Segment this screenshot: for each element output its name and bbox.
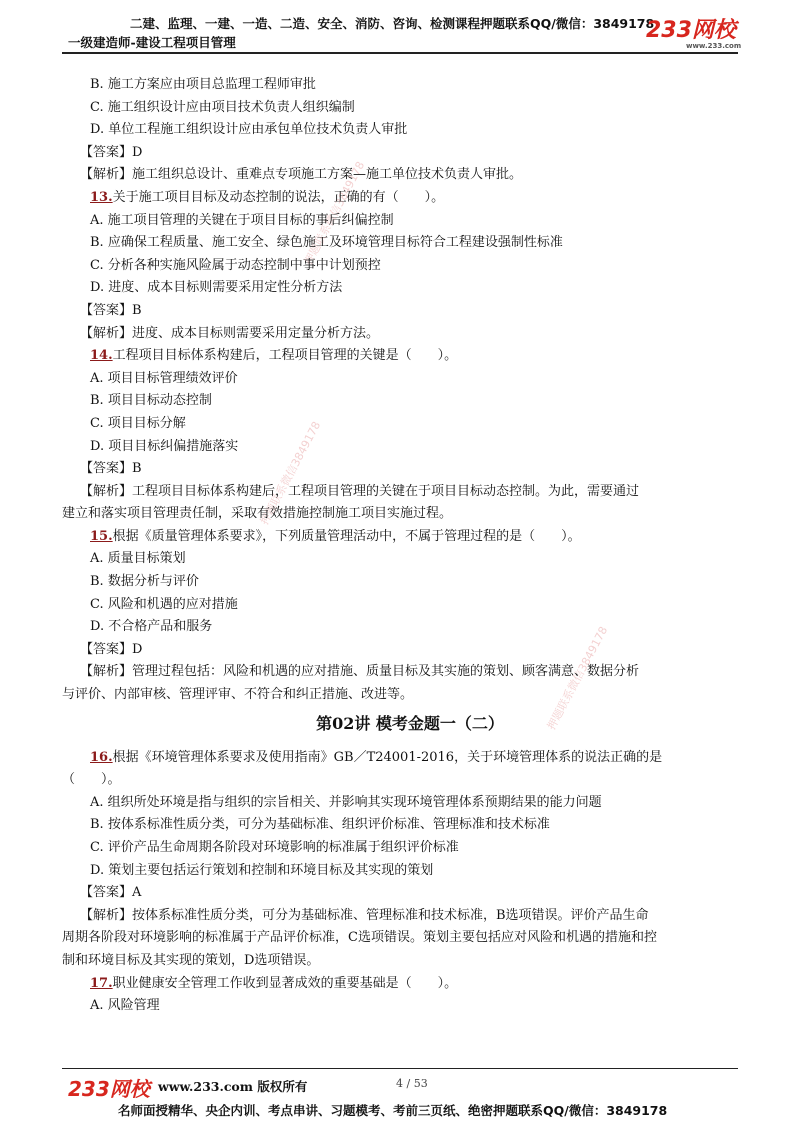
answer-option	[62, 390, 738, 413]
line-text: A. 组织所处环境是指与组织的宗旨相关、并影响其实现环境管理体系预期结果的能力问题	[90, 794, 602, 810]
line-text: C. 项目目标分解	[90, 415, 186, 431]
line-text: 【解析】施工组织总设计、重难点专项施工方案—施工单位技术负责人审批。	[80, 167, 523, 183]
footer-page-number: 4 / 53	[396, 1077, 428, 1090]
question-stem	[62, 747, 738, 770]
line-text: 根据《质量管理体系要求》，下列质量管理活动中，不属于管理过程的是（ ）。	[112, 528, 581, 544]
answer-option	[62, 119, 738, 142]
answer-option	[62, 97, 738, 120]
analysis-text	[62, 905, 738, 928]
line-text: D. 进度、成本目标则需要采用定性分析方法	[90, 280, 343, 296]
line-text: C. 施工组织设计应由项目技术负责人组织编制	[90, 99, 355, 115]
line-text: D. 单位工程施工组织设计应由承包单位技术负责人审批	[90, 122, 408, 138]
line-text: 与评价、内部审核、管理评审、不符合和纠正措施、改进等。	[62, 687, 414, 703]
line-text: 根据《环境管理体系要求及使用指南》GB／T24001-2016，关于环境管理体系的说法正确的是	[112, 749, 663, 765]
header-course-title: 一级建造师-建设工程项目管理	[68, 35, 236, 50]
line-text: C. 分析各种实施风险属于动态控制中事中计划预控	[90, 257, 381, 273]
watermark-1: 押题联系微信3849178	[257, 419, 324, 528]
line-text: 【答案】B	[80, 461, 142, 477]
line-text: 工程项目目标体系构建后，工程项目管理的关键是（ ）。	[112, 348, 458, 364]
text-line	[62, 927, 738, 950]
footer-promo: 名师面授精华、央企内训、考点串讲、习题模考、考前三页纸、绝密押题联系QQ/微信：3849178	[118, 1103, 668, 1118]
line-text: B. 按体系标准性质分类，可分为基础标准、组织评价标准、管理标准和技术标准	[90, 817, 550, 833]
question-number: 15.	[90, 528, 113, 544]
analysis-text	[62, 661, 738, 684]
question-stem	[62, 526, 738, 549]
answer-option	[62, 571, 738, 594]
line-text: 周期各阶段对环境影响的标准属于产品评价标准，C选项错误。策划主要包括应对风险和机遇的措施和控	[62, 930, 657, 946]
line-text: A. 施工项目管理的关键在于项目目标的事后纠偏控制	[90, 212, 394, 228]
answer-key	[62, 882, 738, 905]
line-text: C. 风险和机遇的应对措施	[90, 596, 238, 612]
question-number: 14.	[90, 348, 113, 364]
footer-rule	[62, 1068, 738, 1069]
brand-logo	[646, 18, 742, 50]
line-text: 第02讲 模考金题一（二）	[316, 713, 504, 733]
footer-logo: 233网校	[68, 1077, 150, 1101]
answer-key	[62, 458, 738, 481]
section-heading	[62, 707, 738, 741]
line-text: 制和环境目标及其实现的策划，D选项错误。	[62, 952, 320, 968]
answer-option	[62, 548, 738, 571]
line-text: 【答案】D	[80, 144, 143, 160]
answer-option	[62, 255, 738, 278]
line-text: 关于施工项目目标及动态控制的说法，正确的有（ ）。	[112, 189, 445, 205]
line-text: 建立和落实项目管理责任制，采取有效措施控制施工项目实施过程。	[62, 506, 453, 522]
line-text: B. 应确保工程质量、施工安全、绿色施工及环境管理目标符合工程建设强制性标准	[90, 235, 563, 251]
answer-key	[62, 639, 738, 662]
question-number: 16.	[90, 749, 113, 765]
answer-option	[62, 616, 738, 639]
text-line	[62, 769, 738, 792]
answer-option	[62, 413, 738, 436]
question-number: 17.	[90, 975, 113, 991]
line-text: 【解析】工程项目目标体系构建后，工程项目管理的关键在于项目目标动态控制。为此，需要通过	[80, 483, 640, 499]
question-stem	[62, 345, 738, 368]
line-text: B. 数据分析与评价	[90, 574, 199, 590]
question-stem	[62, 973, 738, 996]
analysis-text	[62, 323, 738, 346]
answer-option	[62, 995, 738, 1018]
line-text: D. 项目目标纠偏措施落实	[90, 438, 239, 454]
answer-key	[62, 142, 738, 165]
line-text: A. 风险管理	[90, 998, 160, 1014]
answer-option	[62, 814, 738, 837]
analysis-text	[62, 481, 738, 504]
brand-logo-text: 233网校	[646, 18, 736, 43]
line-text: A. 项目目标管理绩效评价	[90, 370, 238, 386]
watermark-3: 押题联系微信3849178	[301, 159, 368, 268]
text-line	[62, 503, 738, 526]
answer-option	[62, 594, 738, 617]
answer-option	[62, 837, 738, 860]
question-stem	[62, 187, 738, 210]
answer-option	[62, 368, 738, 391]
answer-option	[62, 210, 738, 233]
footer-site: www.233.com 版权所有	[158, 1079, 308, 1094]
answer-option	[62, 232, 738, 255]
line-text: D. 不合格产品和服务	[90, 619, 213, 635]
line-text: 【解析】管理过程包括：风险和机遇的应对措施、质量目标及其实施的策划、顾客满意、数据分析	[80, 664, 640, 680]
answer-option	[62, 860, 738, 883]
line-text: 【解析】按体系标准性质分类，可分为基础标准、管理标准和技术标准，B选项错误。评价产品生命	[80, 907, 649, 923]
analysis-text	[62, 164, 738, 187]
answer-key	[62, 300, 738, 323]
line-text: C. 评价产品生命周期各阶段对环境影响的标准属于组织评价标准	[90, 840, 459, 855]
line-text: （ ）。	[62, 772, 121, 788]
line-text: D. 策划主要包括运行策划和控制和环境目标及其实现的策划	[90, 862, 434, 878]
line-text: B. 项目目标动态控制	[90, 393, 212, 409]
line-text: A. 质量目标策划	[90, 551, 186, 567]
text-line	[62, 950, 738, 973]
header-promo: 二建、监理、一建、一造、二造、安全、消防、咨询、检测课程押题联系QQ/微信：3849178	[130, 16, 655, 31]
watermark-2: 押题联系微信3849178	[544, 624, 611, 733]
question-number: 13.	[90, 189, 113, 205]
brand-logo-site: www.233.com	[686, 42, 742, 50]
line-text: 【答案】B	[80, 302, 142, 318]
answer-option	[62, 436, 738, 459]
line-text: B. 施工方案应由项目总监理工程师审批	[90, 77, 316, 92]
answer-option	[62, 277, 738, 300]
line-text: 【答案】A	[80, 885, 142, 901]
text-line	[62, 684, 738, 707]
header-rule	[62, 52, 738, 54]
line-text: 【答案】D	[80, 641, 143, 657]
answer-option	[62, 792, 738, 815]
line-text: 【解析】进度、成本目标则需要采用定量分析方法。	[80, 325, 380, 341]
answer-option	[62, 74, 738, 97]
document-body	[62, 74, 738, 1018]
line-text: 职业健康安全管理工作收到显著成效的重要基础是（ ）。	[112, 975, 458, 991]
